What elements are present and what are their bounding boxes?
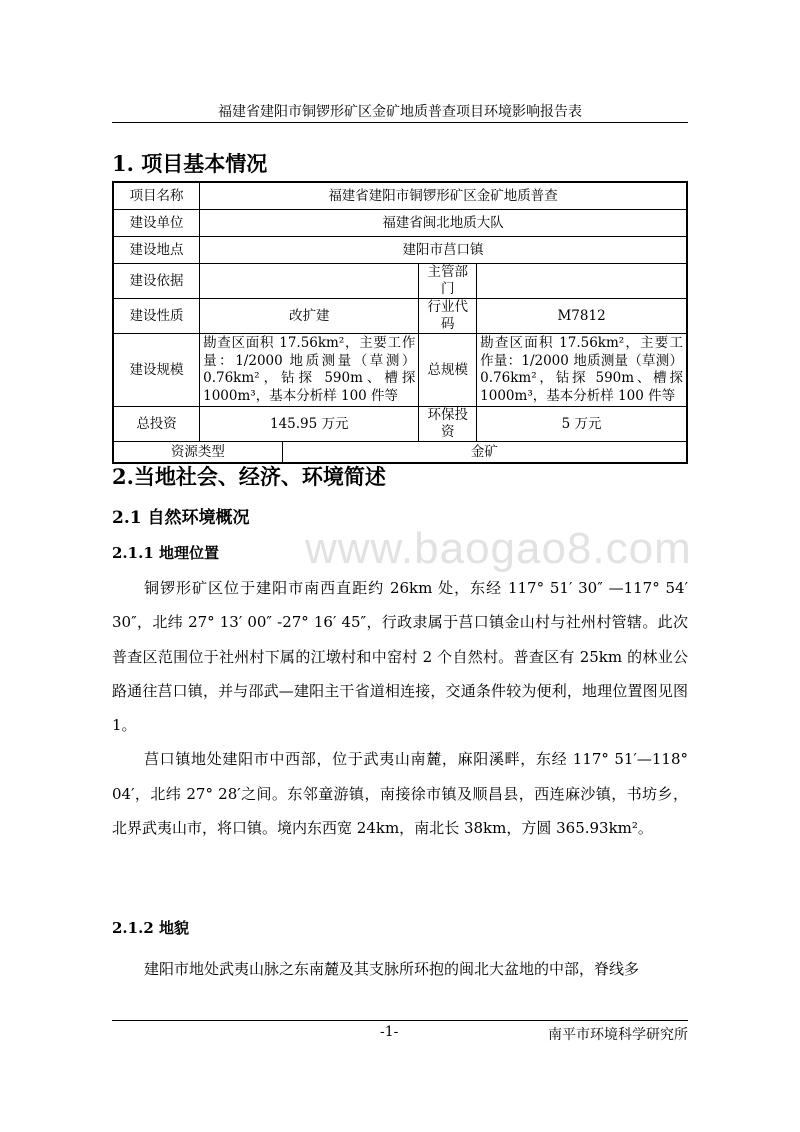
basis-value (200, 264, 419, 299)
location-value: 建阳市莒口镇 (200, 237, 687, 264)
page-number: -1- (380, 1024, 399, 1040)
footer-organization: 南平市环境科学研究所 (548, 1027, 688, 1043)
table-row (113, 442, 687, 464)
investment-value: 145.95 万元 (200, 407, 419, 442)
section-1-heading: 1. 项目基本情况 (112, 151, 268, 176)
location-label: 建设地点 (113, 237, 200, 264)
table-row (113, 407, 687, 442)
scale-label: 建设规模 (113, 334, 200, 407)
scale-value: 勘查区面积 17.56km²，主要工作量：1/2000 地质测量（草测）0.76km²，钻探 590m、槽探 1000m³，基本分析样 100 件等 (200, 334, 419, 407)
section-2-1-heading: 2.1 自然环境概况 (112, 508, 250, 528)
industry-code-value: M7812 (477, 299, 687, 334)
nature-label: 建设性质 (113, 299, 200, 334)
running-header: 福建省建阳市铜锣形矿区金矿地质普查项目环境影响报告表 (218, 104, 582, 120)
header-divider (112, 122, 688, 123)
paragraph-landform: 建阳市地处武夷山脉之东南麓及其支脉所环抱的闽北大盆地的中部，脊线多 (144, 960, 640, 978)
watermark: www.baogao8.com (305, 524, 692, 573)
env-investment-label: 环保投资 (419, 407, 477, 442)
table-row (113, 299, 687, 334)
unit-value: 福建省闽北地质大队 (200, 210, 687, 237)
body-text-landform (112, 952, 688, 986)
project-name-value: 福建省建阳市铜锣形矿区金矿地质普查 (200, 182, 687, 210)
authority-label: 主管部门 (419, 264, 477, 299)
basis-label: 建设依据 (113, 264, 200, 299)
footer-divider (112, 1020, 688, 1021)
project-info-table (112, 181, 688, 464)
body-text (112, 571, 688, 845)
env-investment-value: 5 万元 (477, 407, 687, 442)
section-2-heading: 2.当地社会、经济、环境简述 (112, 464, 386, 489)
table-row (113, 210, 687, 237)
section-2-1-2-heading: 2.1.2 地貌 (112, 919, 189, 937)
project-name-label: 项目名称 (113, 182, 200, 210)
unit-label: 建设单位 (113, 210, 200, 237)
table-row (113, 237, 687, 264)
nature-value: 改扩建 (200, 299, 419, 334)
table-row (113, 264, 687, 299)
table-row (113, 182, 687, 210)
industry-code-label: 行业代码 (419, 299, 477, 334)
resource-value: 金矿 (282, 442, 687, 464)
authority-value (477, 264, 687, 299)
paragraph-town: 莒口镇地处建阳市中西部，位于武夷山南麓，麻阳溪畔，东经 117° 51′—118° 04′，北纬 27° 28′之间。东邻童游镇，南接徐市镇及顺昌县，西连麻沙镇，书坊乡，北界武夷山市，将口镇。境内东西宽 24km，南北长 38km，方圆 365.93km²。 (112, 750, 688, 838)
investment-label: 总投资 (113, 407, 200, 442)
total-scale-value: 勘查区面积 17.56km²，主要工作量：1/2000 地质测量（草测）0.76km²，钻探 590m、槽探 1000m³，基本分析样 100 件等 (477, 334, 687, 407)
resource-label: 资源类型 (113, 442, 282, 464)
table-row (113, 334, 687, 407)
paragraph-location: 铜锣形矿区位于建阳市南西直距约 26km 处，东经 117° 51′ 30″ —117° 54′ 30″，北纬 27° 13′ 00″ -27° 16′ 45″，行政隶属于莒口镇金山村与社州村管辖。此次普查区范围位于社州村下属的江墩村和中窑村 2 个自然村。普查区有 25km 的林业公路通往莒口镇，并与邵武—建阳主干省道相连接，交通条件较为便利，地理位置图见图 1。 (112, 579, 688, 735)
section-2-1-1-heading: 2.1.1 地理位置 (112, 544, 219, 562)
total-scale-label: 总规模 (419, 334, 477, 407)
